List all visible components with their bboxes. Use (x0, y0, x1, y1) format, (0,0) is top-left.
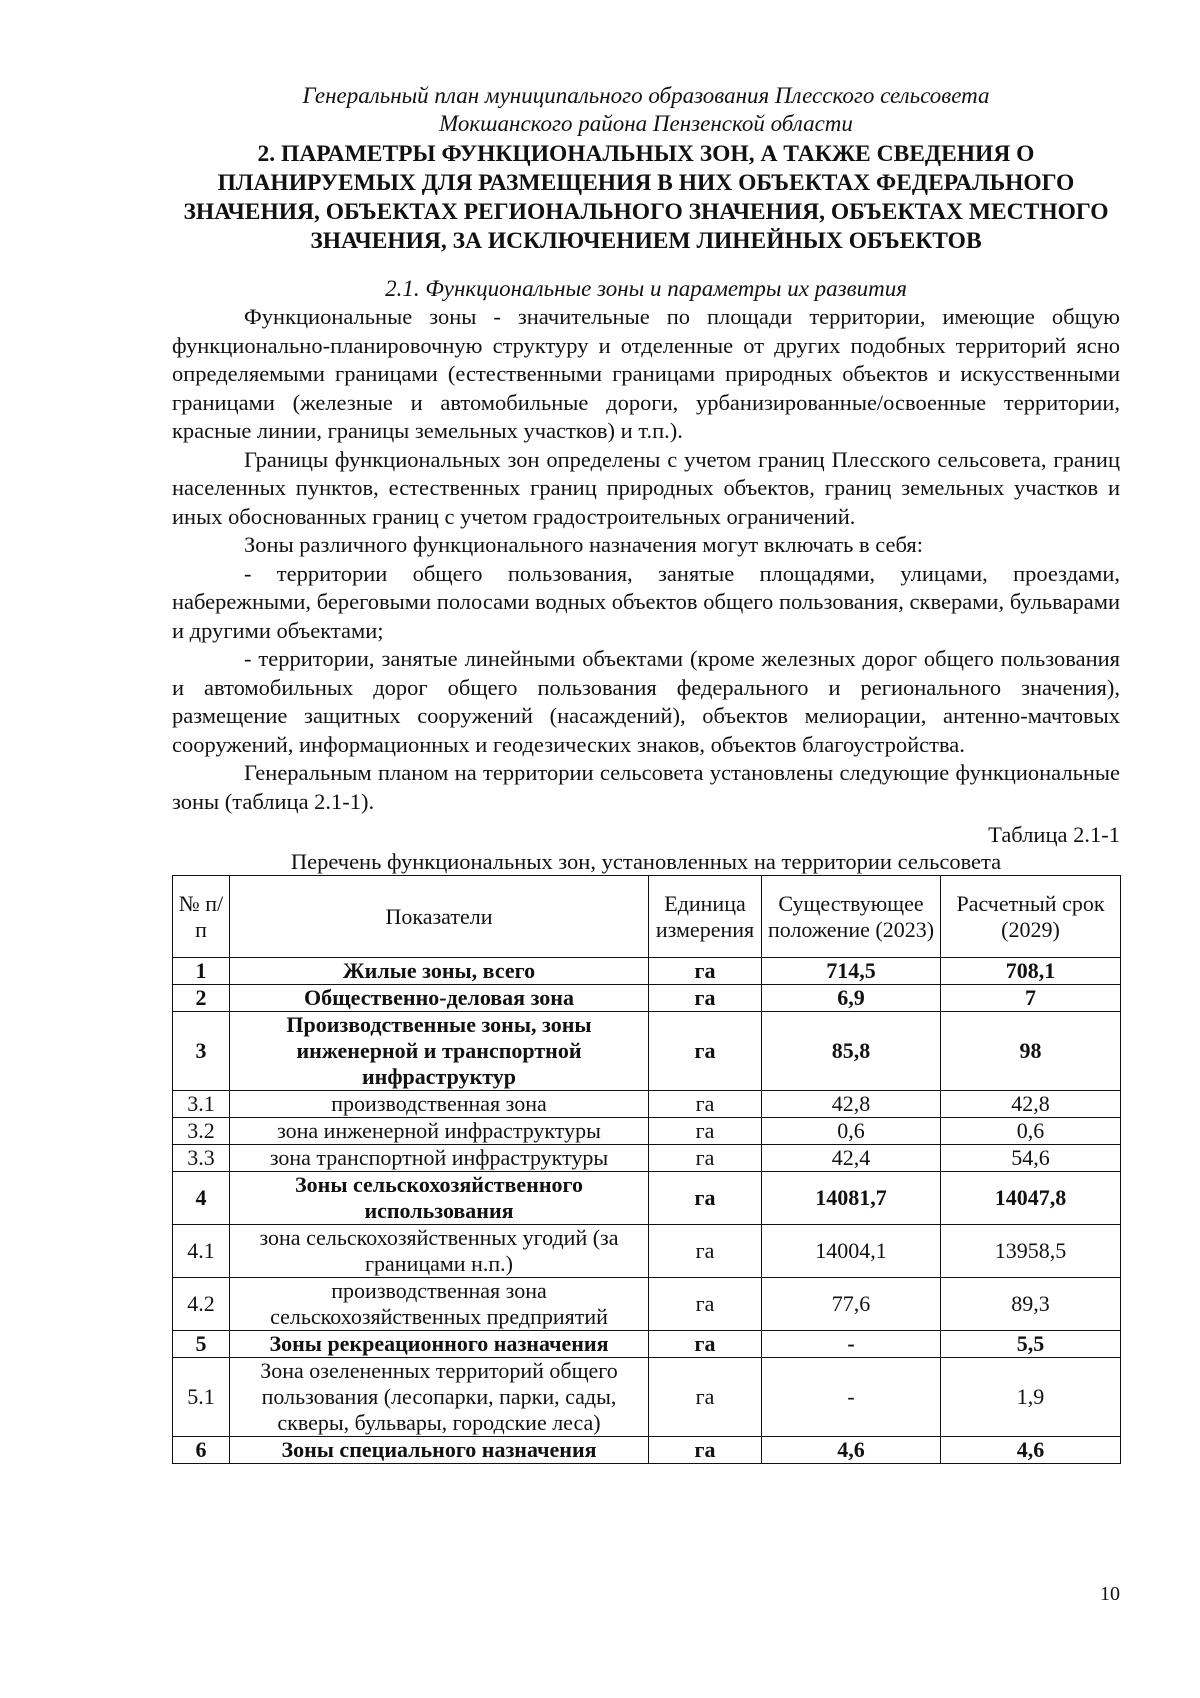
table-row (173, 985, 1121, 1012)
table-caption: Таблица 2.1-1 (988, 822, 1120, 847)
cell-name: зона транспортной инфраструктуры (230, 1145, 649, 1172)
paragraph: Генеральным планом на территории сельсовета установлены следующие функциональные зоны (таблица 2.1-1). (172, 760, 1120, 814)
cell-target: 89,3 (941, 1278, 1121, 1331)
section-title: 2. ПАРАМЕТРЫ ФУНКЦИОНАЛЬНЫХ ЗОН, А ТАКЖЕ СВЕДЕНИЯ О ПЛАНИРУЕМЫХ ДЛЯ РАЗМЕЩЕНИЯ В НИХ ОБЪЕКТАХ ФЕДЕРАЛЬНОГО ЗНАЧЕНИЯ, ОБЪЕКТАХ РЕГИОНАЛЬНОГО ЗНАЧЕНИЯ, ОБЪЕКТАХ МЕСТНОГО ЗНАЧЕНИЯ, ЗА ИСКЛЮЧЕНИЕМ ЛИНЕЙНЫХ ОБЪЕКТОВ (183, 141, 1109, 254)
cell-unit: га (649, 1437, 762, 1464)
cell-current: 14004,1 (762, 1225, 941, 1278)
cell-target: 1,9 (941, 1358, 1121, 1437)
cell-target: 13958,5 (941, 1225, 1121, 1278)
paragraph: Границы функциональных зон определены с учетом границ Плесского сельсовета, границ населенных пунктов, естественных границ природных объектов, границ земельных участков и иных обоснованных границ с учетом градостроительных ограничений. (172, 446, 1120, 529)
table-row (173, 1225, 1121, 1278)
header-indicator: Показатели (230, 876, 649, 958)
table-header-row (173, 876, 1121, 958)
cell-unit: га (649, 1172, 762, 1225)
cell-num: 5.1 (173, 1358, 230, 1437)
cell-name: Зоны рекреационного назначения (230, 1331, 649, 1358)
cell-target: 42,8 (941, 1091, 1121, 1118)
running-header (172, 82, 1120, 138)
cell-name: Зоны специального назначения (230, 1437, 649, 1464)
paragraph: Зоны различного функционального назначения могут включать в себя: (244, 532, 923, 557)
list-item: - территории общего пользования, занятые площадями, улицами, проездами, набережными, береговыми полосами водных объектов общего пользования, скверами, бульварами и другими объектами; (172, 560, 1120, 643)
cell-name: производственная зона (230, 1091, 649, 1118)
cell-target: 708,1 (941, 958, 1121, 985)
table-row (173, 1012, 1121, 1091)
header-num: № п/п (173, 876, 230, 958)
cell-current: 77,6 (762, 1278, 941, 1331)
header-line-1: Генеральный план муниципального образования Плесского сельсовета (302, 83, 990, 108)
cell-target: 7 (941, 985, 1121, 1012)
cell-num: 3.1 (173, 1091, 230, 1118)
cell-target: 5,5 (941, 1331, 1121, 1358)
cell-target: 98 (941, 1012, 1121, 1091)
header-line-2: Мокшанского района Пензенской области (439, 111, 853, 136)
cell-num: 6 (173, 1437, 230, 1464)
table-row (173, 1172, 1121, 1225)
cell-unit: га (649, 1091, 762, 1118)
table-title: Перечень функциональных зон, установленных на территории сельсовета (290, 849, 1002, 874)
cell-num: 4.1 (173, 1225, 230, 1278)
cell-unit: га (649, 985, 762, 1012)
cell-unit: га (649, 1278, 762, 1331)
cell-unit: га (649, 1012, 762, 1091)
cell-current: 14081,7 (762, 1172, 941, 1225)
cell-num: 4 (173, 1172, 230, 1225)
cell-unit: га (649, 1225, 762, 1278)
table-row (173, 1331, 1121, 1358)
cell-target: 54,6 (941, 1145, 1121, 1172)
cell-unit: га (649, 1145, 762, 1172)
cell-num: 1 (173, 958, 230, 985)
table-row (173, 1145, 1121, 1172)
cell-current: 0,6 (762, 1118, 941, 1145)
cell-current: 4,6 (762, 1437, 941, 1464)
table-row (173, 1118, 1121, 1145)
cell-target: 0,6 (941, 1118, 1121, 1145)
cell-current: 6,9 (762, 985, 941, 1012)
list-item: - территории, занятые линейными объектами (кроме железных дорог общего пользования и автомобильных дорог общего пользования федерального и регионального значения), размещение защитных сооружений (насаждений), объектов мелиорации, антенно-мачтовых сооружений, информационных и геодезических знаков, объектов благоустройства. (172, 646, 1120, 757)
cell-current: 42,8 (762, 1091, 941, 1118)
cell-current: - (762, 1331, 941, 1358)
cell-target: 4,6 (941, 1437, 1121, 1464)
table-row (173, 1358, 1121, 1437)
cell-name: Жилые зоны, всего (230, 958, 649, 985)
cell-num: 2 (173, 985, 230, 1012)
cell-num: 3.3 (173, 1145, 230, 1172)
cell-num: 5 (173, 1331, 230, 1358)
cell-name: Производственные зоны, зоны инженерной и транспортной инфраструктур (230, 1012, 649, 1091)
table-row (173, 1278, 1121, 1331)
cell-num: 3.2 (173, 1118, 230, 1145)
header-current: Существующее положение (2023) (762, 876, 941, 958)
cell-current: 714,5 (762, 958, 941, 985)
zones-table (172, 875, 1121, 1464)
table-row (173, 1091, 1121, 1118)
cell-num: 4.2 (173, 1278, 230, 1331)
header-unit: Единица измерения (649, 876, 762, 958)
header-target: Расчетный срок (2029) (941, 876, 1121, 958)
paragraph: Функциональные зоны - значительные по площади территории, имеющие общую функционально-планировочную структуру и отделенные от других подобных территорий ясно определяемыми границами (естественными границами природных объектов и искусственными границами (железные и автомобильные дороги, урбанизированные/освоенные территории, красные линии, границы земельных участков) и т.п.). (172, 304, 1120, 443)
cell-unit: га (649, 1331, 762, 1358)
cell-unit: га (649, 1118, 762, 1145)
cell-name: Зоны сельскохозяйственного использования (230, 1172, 649, 1225)
cell-name: производственная зона сельскохозяйственных предприятий (230, 1278, 649, 1331)
cell-target: 14047,8 (941, 1172, 1121, 1225)
cell-num: 3 (173, 1012, 230, 1091)
page-number: 10 (1100, 1583, 1120, 1605)
subsection-title: 2.1. Функциональные зоны и параметры их развития (385, 276, 907, 301)
cell-name: зона инженерной инфраструктуры (230, 1118, 649, 1145)
cell-current: 85,8 (762, 1012, 941, 1091)
document-page (172, 82, 1120, 1464)
cell-name: Общественно-деловая зона (230, 985, 649, 1012)
cell-current: - (762, 1358, 941, 1437)
cell-unit: га (649, 958, 762, 985)
table-row (173, 1437, 1121, 1464)
cell-name: Зона озелененных территорий общего пользования (лесопарки, парки, сады, скверы, бульвары, городские леса) (230, 1358, 649, 1437)
cell-name: зона сельскохозяйственных угодий (за границами н.п.) (230, 1225, 649, 1278)
cell-current: 42,4 (762, 1145, 941, 1172)
cell-unit: га (649, 1358, 762, 1437)
table-row (173, 958, 1121, 985)
